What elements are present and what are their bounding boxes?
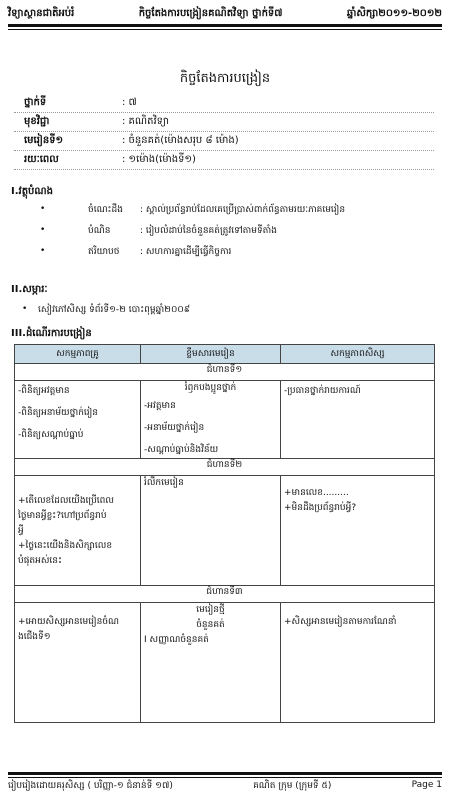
step-row [15,586,435,603]
info-value: : ១ម៉ោង(ម៉ោងទី១) [122,154,196,165]
page-title: កិច្ចតែងការបង្រៀន [179,71,271,86]
student-cell [281,476,435,586]
table-row [15,603,435,723]
objective-text: : សហការគ្នាដើម្បីធ្វើកិច្ចការ [140,247,232,257]
cell-line: -សណ្តាប់ធ្នាប់និងវិន័យ [144,445,219,455]
teacher-cell [15,603,141,723]
info-key: មុខវិជ្ជា [24,116,50,127]
col-header-content: ខ្លឹមសារមេរៀន [141,345,281,364]
cell-line: -ពិនិត្យសណ្តាប់ធ្នាប់ [18,430,84,440]
page-footer [8,780,442,793]
student-cell [281,603,435,723]
cell-line: -ពិនិត្យអវត្តមាន [18,386,70,396]
step-label: ជំហានទី៣ [15,586,435,603]
cell-line: +តើលេខដែលយើងប្រើពេល [18,496,114,506]
cell-line: +មិនដឹងប្រព័ន្ធរាប់អ្វី? [284,503,357,513]
page-header [8,7,442,21]
objective-text: : រៀបលំដាប់នៃចំនួនគត់ត្រូវទៅតាមទីតាំង [140,226,277,236]
header-doc-title: កិច្ចតែងការបង្រៀនគណិតវិទ្យា ថ្នាក់ទី៧ [138,8,283,19]
info-value: : ចំនួនគត់(ម៉ោងសរុប ៨ ម៉ោង) [122,135,239,146]
student-cell [281,381,435,459]
info-row-duration [14,151,434,170]
step-row [15,364,435,381]
lesson-plan-table [14,344,435,723]
cell-line: បំផុតអស់នេះ [18,556,62,566]
cell-line: +ថ្ងៃនេះយើងនិងសិក្សាលេខ [18,541,113,551]
cell-line: -ប្រធានថ្នាក់រាយការណ៍ [284,386,361,396]
col-header-teacher: សកម្មភាពគ្រូ [15,345,141,364]
cell-line: +សិស្សអានមេរៀនតាមការណែនាំ [284,617,397,627]
teacher-cell [15,381,141,459]
cell-line: រំឭកបងប្អូនថ្នាក់ [184,383,237,393]
content-cell [141,476,281,586]
info-value: : ៧ [122,97,137,108]
step-row [15,459,435,476]
footer-author: រៀបរៀងដោយគរុសិស្ស ( បរិញ្ញា-១ ជំនាន់ទី ១៧) [8,781,173,791]
step-label: ជំហានទី២ [15,459,435,476]
footer-group: គណិត ក្រុម (ក្រុមទី ៥) [253,781,332,791]
table-header-row [15,345,435,364]
bullet: • [40,225,46,235]
header-rule-thin [8,29,442,30]
objective-label: ឥរិយាបថ [88,247,120,257]
cell-line: +អោយសិស្សអានមេរៀនចំណ [18,617,120,627]
objective-label: បំណិន [88,226,111,236]
info-row-subject [14,113,434,132]
cell-line: -អវត្តមាន [144,401,176,411]
lesson-info [14,94,434,170]
cell-line: I សញ្ញាណចំនួនគត់ [144,635,209,645]
info-value: : គណិតវិទ្យា [122,116,169,127]
table-row [15,476,435,586]
footer-rule [8,772,442,775]
objective-label: ចំណេះដឹង [88,205,123,215]
objective-text: : ស្គាល់ប្រព័ន្ធរាប់ដែលគេប្រើប្រាស់ពាក់ព័ន្ធតាមរយៈភាគមេរៀន [140,205,346,215]
col-header-student: សកម្មភាពសិស្ស [281,345,435,364]
header-rule [8,24,442,27]
footer-page-number: Page 1 [411,780,442,790]
bullet: • [40,204,46,214]
footer-rule-thin [8,777,442,778]
bullet: • [40,246,46,256]
info-row-grade [14,94,434,113]
info-key: មេរៀនទី១ [24,135,64,146]
cell-line: +មានលេខ......... [284,488,349,498]
cell-line: រំលឹកមេរៀន [144,478,184,488]
teacher-cell [15,476,141,586]
cell-line: អ្វី [18,526,24,536]
bullet: • [22,304,28,314]
header-school: វិទ្យាស្ថានជាតិអប់រំ [8,8,75,19]
info-key: ថ្នាក់ទី [24,97,47,108]
cell-line: -ពិនិត្យអនាម័យថ្នាក់រៀន [18,408,99,418]
content-cell [141,603,281,723]
cell-line: មេរៀនថ្មី [196,605,225,615]
section-materials-heading: II.សម្ភារៈ [11,284,48,295]
section-objectives-heading: I.វត្ថុបំណង [11,186,53,197]
table-row [15,381,435,459]
step-label: ជំហានទី១ [15,364,435,381]
cell-line: -អនាម័យថ្នាក់រៀន [144,423,205,433]
cell-line: ចំនួនគត់ [196,620,225,630]
cell-line: ងជើងទី១ [18,632,51,642]
info-key: រយៈពេល [24,154,59,165]
info-row-lesson [14,132,434,151]
section-process-heading: III.ដំណើរការបង្រៀន [11,328,92,339]
content-cell [141,381,281,459]
material-text: សៀវភៅសិស្ស ទំព័រទី១-២ បោះពុម្ពឆ្នាំ២០០៩ [38,305,191,315]
header-academic-year: ឆ្នាំសិក្សា២០១១-២០១២ [346,8,442,19]
cell-line: ថ្ងៃមានអ្វីខ្លះ?ហៅប្រព័ន្ធរាប់ [18,511,107,521]
